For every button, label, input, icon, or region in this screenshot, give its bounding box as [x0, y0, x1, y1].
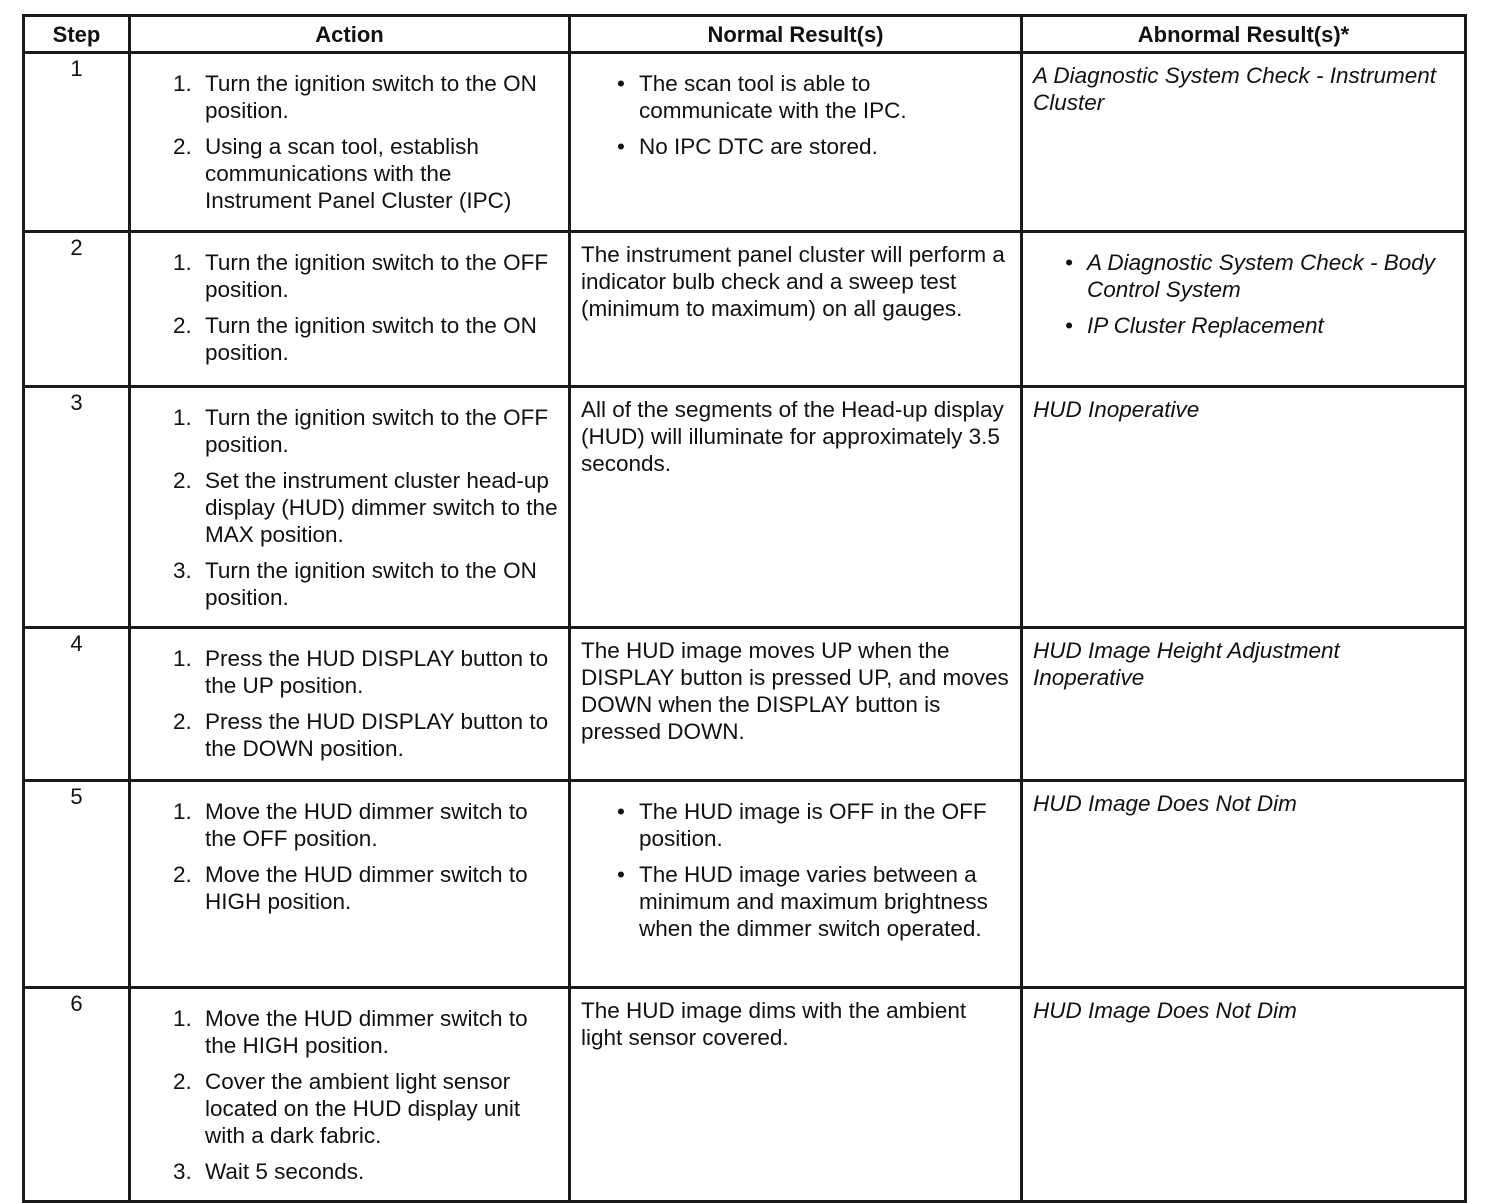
abnormal-result-list	[1033, 249, 1454, 339]
action-item: Turn the ignition switch to the ON position.	[205, 71, 537, 123]
normal-result-text: The HUD image dims with the ambient light sensor covered.	[581, 998, 967, 1050]
table-row	[24, 387, 1466, 628]
action-item: Move the HUD dimmer switch to the OFF position.	[205, 799, 528, 851]
normal-result-item: • The scan tool is able to communicate with the IPC.	[617, 70, 1010, 124]
normal-result-text: All of the segments of the Head-up display (HUD) will illuminate for approximately 3.5 seconds.	[581, 397, 1004, 476]
normal-result-cell	[570, 53, 1022, 232]
action-item: Turn the ignition switch to the ON position.	[205, 313, 537, 365]
abnormal-result-link[interactable]: HUD Inoperative	[1033, 397, 1200, 422]
action-item: Press the HUD DISPLAY button to the DOWN position.	[205, 709, 549, 761]
step-number: 4	[24, 628, 130, 781]
step-number: 5	[24, 781, 130, 988]
action-list	[141, 249, 558, 366]
table-row	[24, 232, 1466, 387]
table-row	[24, 53, 1466, 232]
abnormal-result-link[interactable]: HUD Image Does Not Dim	[1033, 998, 1297, 1023]
action-item: Press the HUD DISPLAY button to the UP position.	[205, 646, 549, 698]
action-list	[141, 1005, 558, 1185]
action-item: Move the HUD dimmer switch to HIGH position.	[205, 862, 528, 914]
action-list	[141, 404, 558, 611]
normal-result-cell	[570, 232, 1022, 387]
action-item: Wait 5 seconds.	[205, 1159, 365, 1184]
abnormal-result-cell	[1022, 988, 1466, 1202]
step-number: 2	[24, 232, 130, 387]
table-row	[24, 988, 1466, 1202]
step-number: 6	[24, 988, 130, 1202]
normal-result-cell	[570, 387, 1022, 628]
normal-result-text: The instrument panel cluster will perform a indicator bulb check and a sweep test (minimum to maximum) on all gauges.	[581, 242, 1005, 321]
abnormal-result-cell	[1022, 232, 1466, 387]
action-item: Cover the ambient light sensor located on the HUD display unit with a dark fabric.	[205, 1069, 521, 1148]
abnormal-result-link[interactable]: HUD Image Height Adjustment Inoperative	[1033, 638, 1340, 690]
action-cell	[130, 387, 570, 628]
action-item: Move the HUD dimmer switch to the HIGH position.	[205, 1006, 528, 1058]
step-number: 3	[24, 387, 130, 628]
abnormal-result-link[interactable]: • A Diagnostic System Check - Body Control System	[1065, 249, 1454, 303]
action-item: Turn the ignition switch to the OFF position.	[205, 250, 549, 302]
action-item: Turn the ignition switch to the OFF position.	[205, 405, 549, 457]
table-row	[24, 628, 1466, 781]
normal-result-list	[581, 798, 1010, 942]
table-row	[24, 781, 1466, 988]
normal-result-item: • The HUD image varies between a minimum and maximum brightness when the dimmer switch operated.	[617, 861, 1010, 942]
action-cell	[130, 232, 570, 387]
normal-result-cell	[570, 988, 1022, 1202]
action-cell	[130, 628, 570, 781]
header-normal-results: Normal Result(s)	[570, 16, 1022, 53]
action-list	[141, 70, 558, 214]
header-abnormal-results: Abnormal Result(s)*	[1022, 16, 1466, 53]
abnormal-result-cell	[1022, 628, 1466, 781]
abnormal-result-link[interactable]: A Diagnostic System Check - Instrument Cluster	[1033, 63, 1437, 115]
abnormal-result-link[interactable]: HUD Image Does Not Dim	[1033, 791, 1297, 816]
normal-result-item: • No IPC DTC are stored.	[617, 133, 1010, 160]
abnormal-result-cell	[1022, 53, 1466, 232]
diagnostic-table	[22, 14, 1467, 1203]
action-item: Set the instrument cluster head-up display (HUD) dimmer switch to the MAX position.	[205, 468, 558, 547]
step-number: 1	[24, 53, 130, 232]
normal-result-text: The HUD image moves UP when the DISPLAY button is pressed UP, and moves DOWN when the DISPLAY button is pressed DOWN.	[581, 638, 1009, 744]
header-step: Step	[24, 16, 130, 53]
action-cell	[130, 781, 570, 988]
action-list	[141, 798, 558, 915]
action-list	[141, 645, 558, 762]
normal-result-item: • The HUD image is OFF in the OFF position.	[617, 798, 1010, 852]
normal-result-cell	[570, 781, 1022, 988]
header-row	[24, 16, 1466, 53]
action-cell	[130, 53, 570, 232]
abnormal-result-link[interactable]: • IP Cluster Replacement	[1065, 312, 1454, 339]
action-item: Turn the ignition switch to the ON position.	[205, 558, 537, 610]
normal-result-cell	[570, 628, 1022, 781]
action-item: Using a scan tool, establish communications with the Instrument Panel Cluster (IPC)	[205, 134, 512, 213]
header-action: Action	[130, 16, 570, 53]
abnormal-result-cell	[1022, 781, 1466, 988]
action-cell	[130, 988, 570, 1202]
normal-result-list	[581, 70, 1010, 160]
abnormal-result-cell	[1022, 387, 1466, 628]
